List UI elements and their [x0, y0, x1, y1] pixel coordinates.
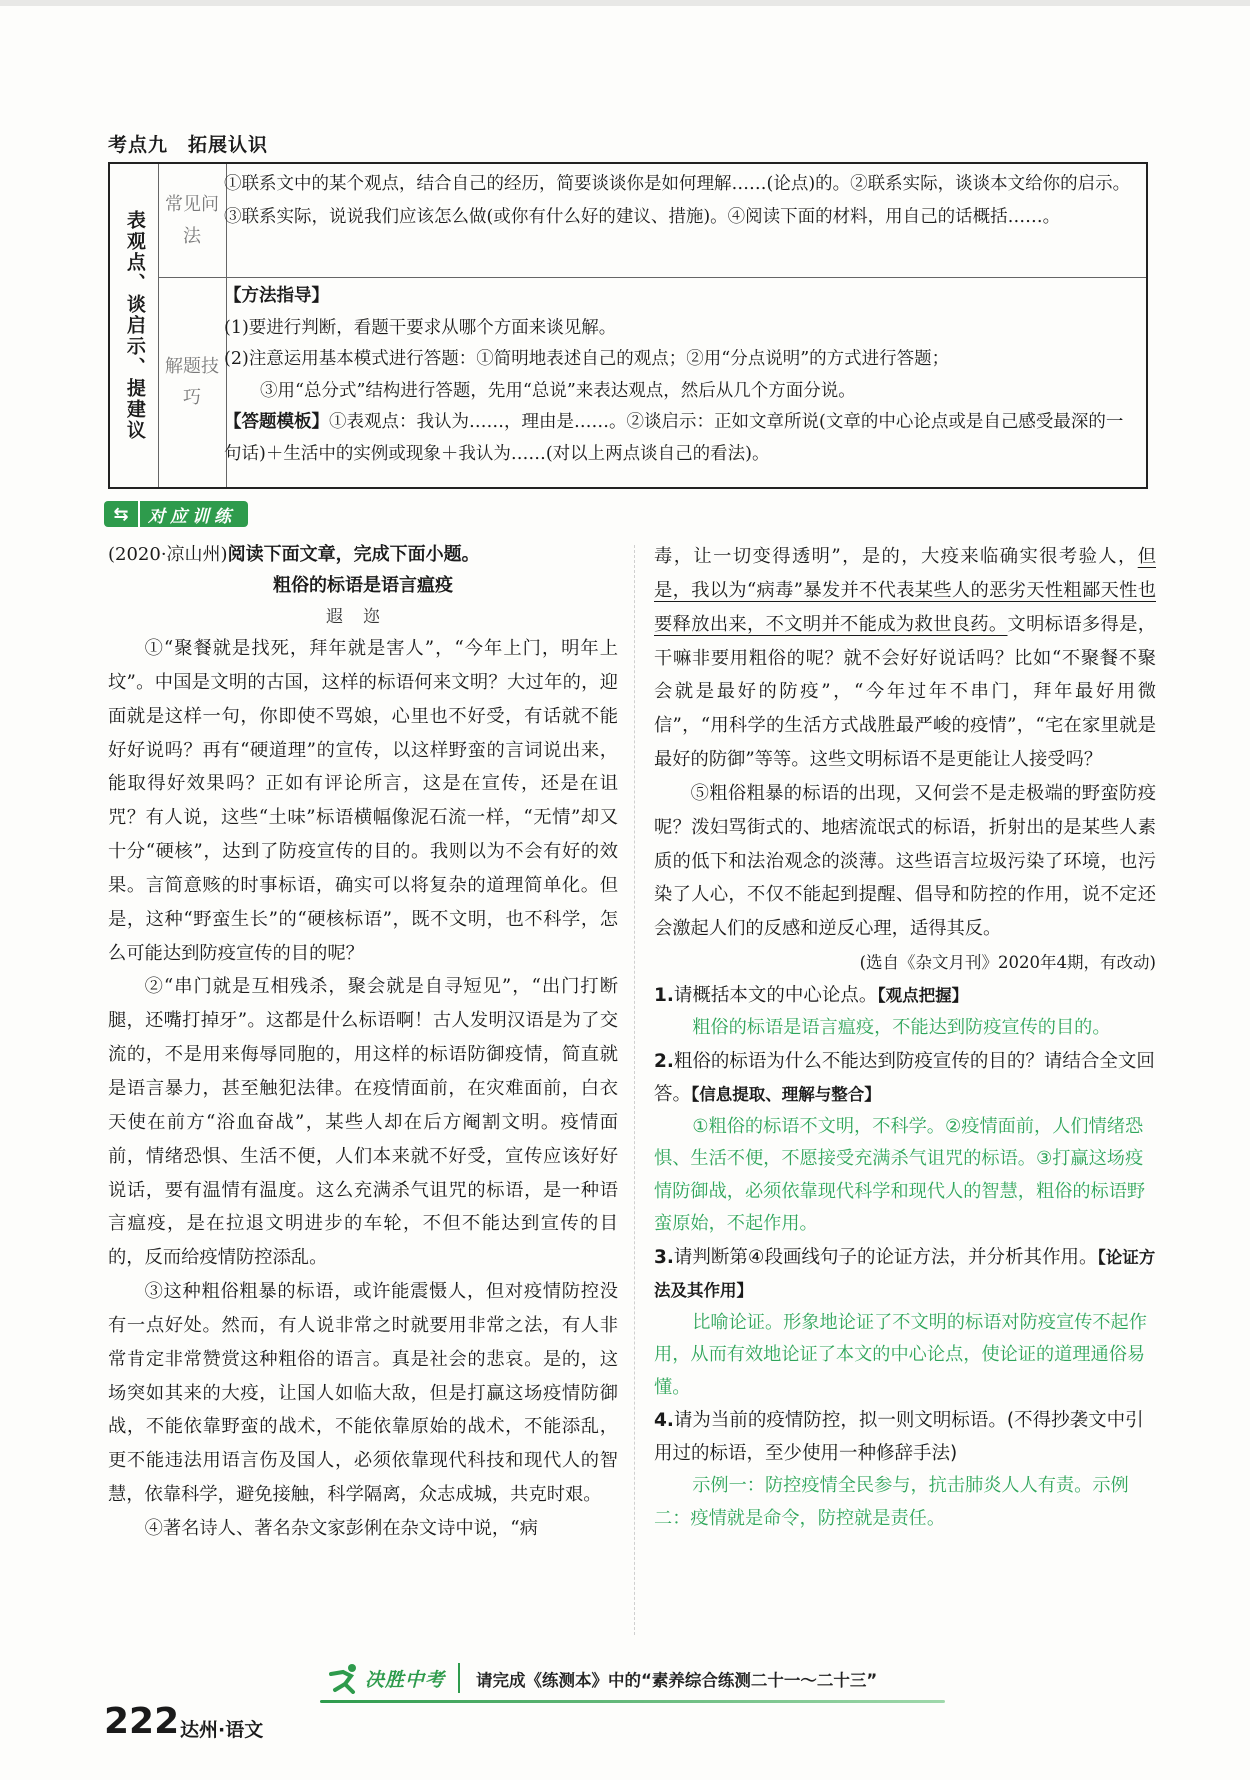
template-block [224, 407, 1136, 470]
section-title: 考点九 拓展认识 [108, 134, 269, 156]
template-heading: 【答题模板】 [224, 412, 329, 432]
answer-1: 粗俗的标语是语言瘟疫，不能达到防疫宣传的目的。 [692, 1017, 1111, 1039]
question-text: 粗俗的标语为什么不能达到防疫宣传的目的？请结合全文回答。 [654, 1050, 1155, 1105]
paragraph-4-start: ④著名诗人、著名杂文家彭俐在杂文诗中说，“病 [144, 1517, 538, 1539]
p4-text-b: 文明标语多得是，干嘛非要用粗俗的呢？就不会好好说话吗？比如“不聚餐不聚会就是最好的防疫”，“今年过年不串门，拜年最好用微信”，“用科学的生活方式战胜最严峻的疫情”，“宅在家里就是最好的防御”等等。这些文明标语不是更能让人接受吗？ [654, 613, 1157, 771]
column-divider [634, 545, 635, 1635]
footer-logo [327, 1662, 445, 1694]
side-label: 表观点、谈启示、提建议 [123, 210, 146, 441]
method-table [108, 162, 1148, 489]
article-title: 粗俗的标语是语言瘟疫 [273, 575, 453, 596]
method-line-1: (1)要进行判断，看题干要求从哪个方面来谈见解。 [224, 317, 617, 338]
runner-icon [327, 1662, 363, 1694]
logo-text: 决胜中考 [365, 1668, 446, 1691]
question-number: 1. [654, 985, 674, 1007]
row-content-techniques [224, 281, 1136, 470]
paragraph-4-continued [654, 540, 1156, 777]
row-content-common: ①联系文中的某个观点，结合自己的经历，简要谈谈你是如何理解……(论点)的。②联系实际，谈谈本文给你的启示。③联系实际，说说我们应该怎么做(或你有什么好的建议、措施)。④阅读下面的材料，用自己的话概括……。 [224, 174, 1131, 227]
question-text: 请为当前的疫情防控，拟一则文明标语。 [673, 1410, 1007, 1432]
method-line-2: (2)注意运用基本模式进行答题：①简明地表述自己的观点；②用“分点说明”的方式进行答题； [224, 349, 950, 369]
question-text: 请概括本文的中心论点。 [673, 985, 878, 1007]
question-text: 请判断第④段画线句子的论证方法，并分析其作用。 [673, 1246, 1098, 1268]
question-4 [654, 1404, 1156, 1535]
page-number: 222 [104, 1701, 180, 1742]
paragraph-1: ①“聚餐就是找死，拜年就是害人”，“今年上门，明年上坟”。中国是文明的古国，这样的标语何来文明？大过年的，迎面就是这样一句，你即使不骂娘，心里也不好受，有话就不能好好说吗？再有“硬道理”的宣传，以这样野蛮的言词说出来，能取得好效果吗？正如有评论所言，这是在宣传，还是在诅咒？有人说，这些“土味”标语横幅像泥石流一样，“无情”却又十分“硬核”，达到了防疫宣传的目的。我则以为不会有好的效果。言简意赅的时事标语，确实可以将复杂的道理简单化。但是，这种“野蛮生长”的“硬核标语”，既不文明，也不科学，怎么可能达到防疫宣传的目的呢？ [108, 638, 618, 964]
answer-3: 比喻论证。形象地论证了不文明的标语对防疫宣传不起作用，从而有效地论证了本文的中心论点，使论证的道理通俗易懂。 [654, 1311, 1147, 1398]
method-line-3: ③用“总分式”结构进行答题，先用“总说”来表达观点，然后从几个方面分说。 [260, 380, 856, 401]
method-row-common-questions [158, 164, 1146, 278]
question-2 [654, 1045, 1156, 1241]
footer-underline [320, 1700, 945, 1703]
question-1 [654, 979, 1156, 1045]
article-author: 遐迩 [326, 607, 400, 627]
source-prefix: (2020·凉山州) [108, 544, 228, 565]
answer-2: ①粗俗的标语不文明，不科学。②疫情面前，人们情绪恐惧、生活不便，不愿接受充满杀气诅咒的标语。③打赢这场疫情防御战，必须依靠现代科学和现代人的智慧，粗俗的标语野蛮原始，不起作用。 [654, 1115, 1146, 1235]
row-label-common: 常见问法 [158, 164, 227, 277]
training-banner [104, 499, 248, 529]
question-tag: 【信息提取、理解与整合】 [691, 1084, 881, 1104]
paragraph-3: ③这种粗俗粗暴的标语，或许能震慑人，但对疫情防控没有一点好处。然而，有人说非常之时就要用非常之法，有人非常肯定非常赞赏这种粗俗的语言。真是社会的悲哀。是的，这场突如其来的大疫，让国人如临大敌，但是打赢这场疫情防御战，不能依靠野蛮的战术，不能依靠原始的战术，不能添乱，更不能违法用语言伤及国人，必须依靠现代科技和现代人的智慧，依靠科学，避免接触，科学隔离，众志成城，共克时艰。 [108, 1281, 618, 1506]
paragraph-2: ②“串门就是互相残杀，聚会就是自寻短见”，“出门打断腿，还嘴打掉牙”。这都是什么标语啊！古人发明汉语是为了交流的，不是用来侮辱同胞的，用这样的标语防御疫情，简直就是语言暴力，甚至触犯法律。在疫情面前，在灾难面前，白衣天使在前方“浴血奋战”，某些人却在后方阉割文明。疫情面前，情绪恐惧、生活不便，人们本来就不好受，宣传应该好好说话，要有温情有温度。这么充满杀气诅咒的标语，是一种语言瘟疫，是在拉退文明进步的车轮，不但不能达到宣传的目的，反而给疫情防控添乱。 [108, 976, 618, 1269]
question-3 [654, 1241, 1156, 1405]
question-number: 2. [654, 1050, 674, 1072]
method-heading: 【方法指导】 [224, 286, 329, 306]
left-column [108, 540, 618, 1546]
training-label: 对应训练 [138, 501, 248, 527]
p4-text-a: 毒，让一切变得透明”，是的，大疫来临确实很考验人， [654, 546, 1138, 567]
question-tag: 【观点把握】 [877, 986, 969, 1006]
source-instruction: 阅读下面文章，完成下面小题。 [227, 544, 480, 565]
method-table-side-header [110, 164, 159, 487]
question-tag: 【论证方法及其作用】 [654, 1247, 1156, 1300]
right-column [654, 540, 1156, 1535]
p4-underlined-sentence: 但是，我以为“病毒”暴发并不代表某些人的恶劣天性粗鄙天性也要释放出来，不文明并不能成为救世良药。 [654, 546, 1156, 635]
question-number: 3. [654, 1246, 674, 1268]
footer-instruction: 请完成《练测本》中的“素养综合练测二十一～二十三” [476, 1671, 878, 1690]
answer-4: 示例一：防控疫情全民参与，抗击肺炎人人有责。示例二：疫情就是命令，防控就是责任。 [654, 1475, 1129, 1529]
article-source [108, 540, 618, 570]
method-row-techniques [158, 277, 1146, 487]
top-edge [0, 0, 1250, 6]
page-subtitle: 达州·语文 [180, 1719, 264, 1741]
question-number: 4. [654, 1410, 674, 1432]
template-text: ①表观点：我认为……，理由是……。②谈启示：正如文章所说(文章的中心论点或是自己感受最深的一句话)＋生活中的实例或现象＋我认为……(对以上两点谈自己的看法)。 [224, 412, 1124, 464]
question-note: (不得抄袭文中引用过的标语，至少使用一种修辞手法) [654, 1410, 1144, 1465]
exchange-arrow-icon: ⇆ [104, 501, 138, 527]
paragraph-5: ⑤粗俗粗暴的标语的出现，又何尝不是走极端的野蛮防疫呢？泼妇骂街式的、地痞流氓式的标语，折射出的是某些人素质的低下和法治观念的淡薄。这些语言垃圾污染了环境，也污染了人心，不仅不能起到提醒、倡导和防控的作用，说不定还会激起人们的反感和逆反心理，适得其反。 [654, 782, 1156, 940]
article-citation: (选自《杂文月刊》2020年4期，有改动) [859, 953, 1156, 973]
row-label-techniques: 解题技巧 [158, 277, 227, 487]
